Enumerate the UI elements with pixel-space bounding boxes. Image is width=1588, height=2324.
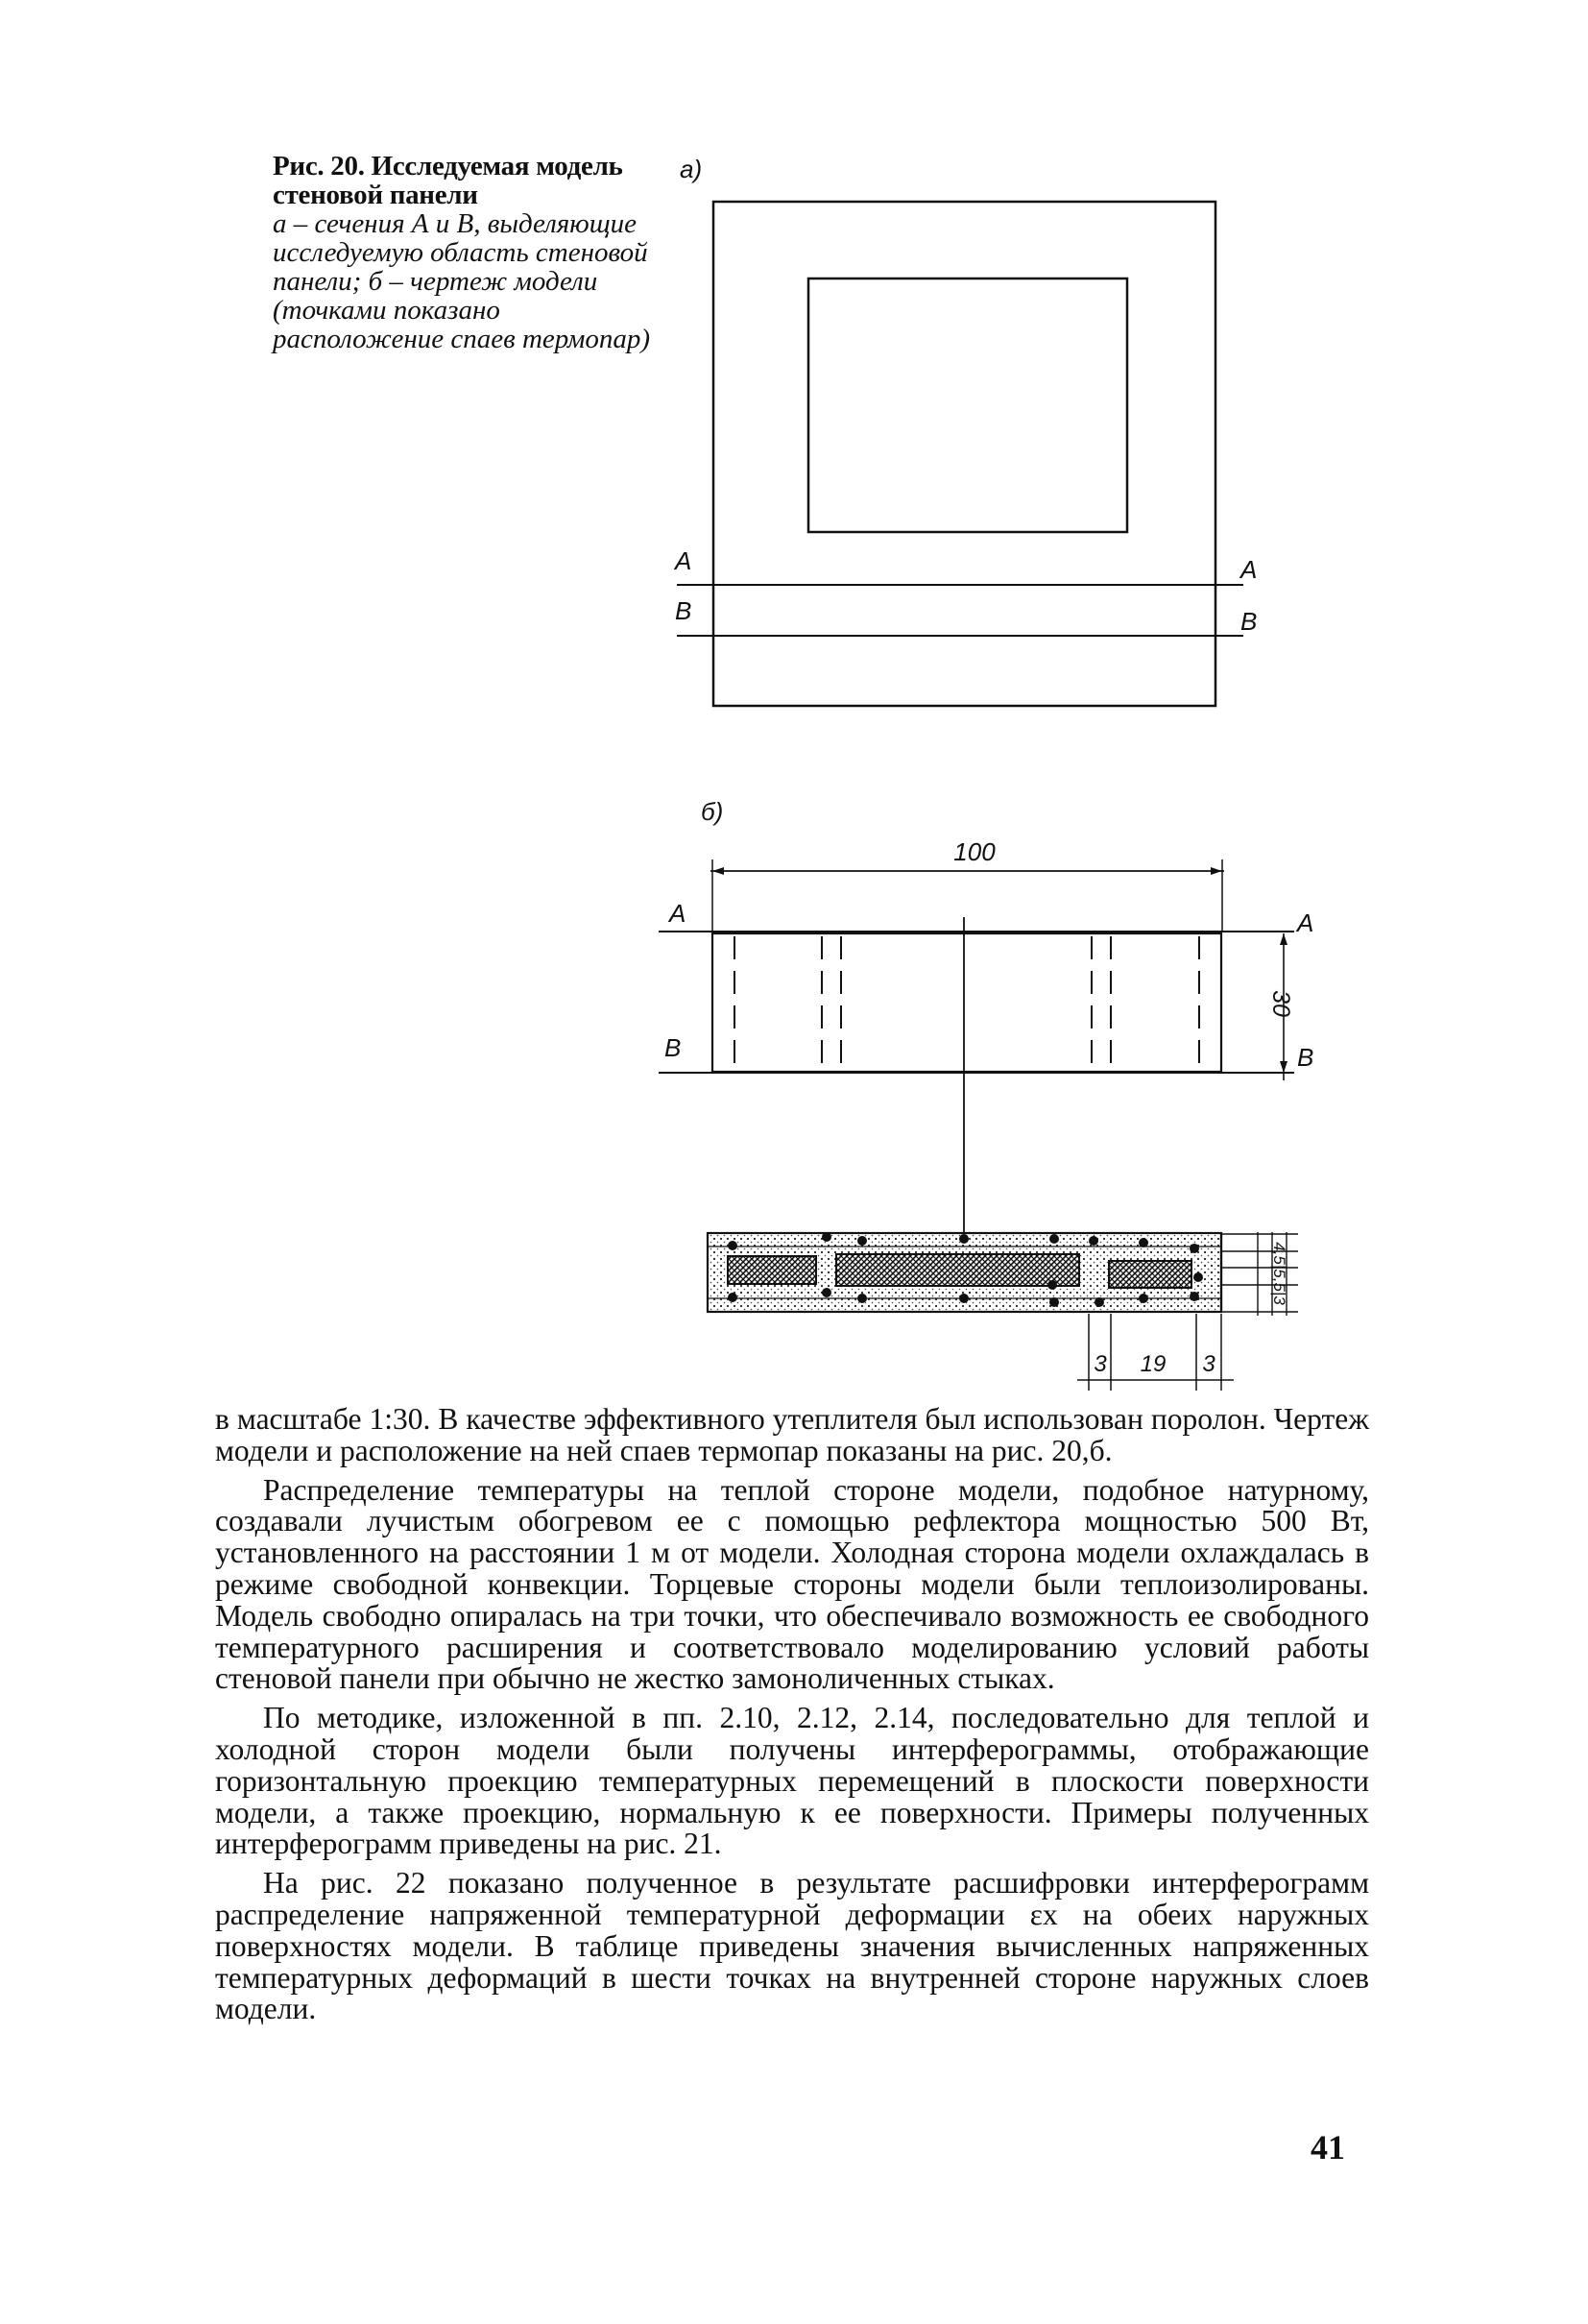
dim-height-label: 30	[1267, 990, 1294, 1017]
figure-b	[659, 797, 1313, 1391]
caption-title: Рис. 20. Исследуемая модель стеновой панели	[273, 151, 623, 210]
section-a-left-b: А	[669, 899, 686, 928]
body-text	[215, 1404, 1369, 2033]
section-a-right-b: А	[1297, 908, 1314, 937]
figure-a-label: а)	[680, 155, 703, 183]
window-opening	[808, 278, 1127, 532]
section-b-left: В	[675, 596, 692, 625]
dim-width-label: 100	[953, 837, 996, 866]
section-b-right: В	[1240, 607, 1258, 636]
figure-b-label: б)	[701, 797, 724, 826]
hidden-edges	[734, 936, 1199, 1070]
dimension-height	[1267, 933, 1294, 1080]
dim-stack-label: 4,5|5,5|3	[1270, 1242, 1288, 1305]
section-a-left: А	[675, 546, 692, 575]
page-number: 41	[1311, 2128, 1345, 2167]
paragraph-3: По методике, изложенной в пп. 2.10, 2.12, 2.14, последовательно для теплой и холодной сторон модели были получены интерферограммы, отображающие горизонтальную проекцию температурных перемещений в плоскости поверхности модели, а также проекцию, нормальную к ее поверхности. Примеры полученных интерферограмм приведены на рис. 21.	[215, 1701, 1369, 1861]
insert-center	[836, 1254, 1079, 1286]
caption-text: а – сечения А и В, выделяющие исследуемую область стеновой панели; б – чертеж модели (точками показано расположение спаев термопар)	[273, 208, 651, 354]
model-cross-section	[708, 1232, 1221, 1312]
dim-19: 19	[1140, 1351, 1167, 1377]
insert-right	[1109, 1261, 1191, 1288]
figure-a	[673, 155, 1257, 706]
section-b-left-b: В	[664, 1033, 682, 1062]
section-b-right-b: В	[1297, 1043, 1314, 1072]
paragraph-1: в масштабе 1:30. В качестве эффективного утеплителя был использован поролон. Чертеж модели и расположение на ней спаев термопар показаны на рис. 20,б.	[215, 1402, 1369, 1467]
paragraph-4: На рис. 22 показано полученное в результате расшифровки интерферограмм распределение напряженной температурной деформации εx на обеих наружных поверхностях модели. В таблице приведены значения вычисленных напряженных температурных деформаций в шести точках на внутренней стороне наружных слоев модели.	[215, 1866, 1369, 2026]
insert-left	[728, 1256, 816, 1284]
section-a-right: А	[1240, 555, 1258, 584]
paragraph-2: Распределение температуры на теплой стороне модели, подобное натурному, создавали лучистым обогревом ее с помощью рефлектора мощностью 500 Вт, установленного на расстоянии 1 м от модели. Холодная сторона модели охлаждалась в режиме свободной конвекции. Торцевые стороны модели были теплоизолированы. Модель свободно опиралась на три точки, что обеспечивало возможность ее свободного температурного расширения и соответствовало моделированию условий работы стеновой панели при обычно не жестко замоноличенных стыках.	[215, 1472, 1369, 1696]
dimension-width	[710, 837, 1224, 932]
dim-3-left: 3	[1094, 1351, 1107, 1377]
dim-3-right: 3	[1202, 1351, 1215, 1377]
model-section-view	[712, 933, 1221, 1072]
